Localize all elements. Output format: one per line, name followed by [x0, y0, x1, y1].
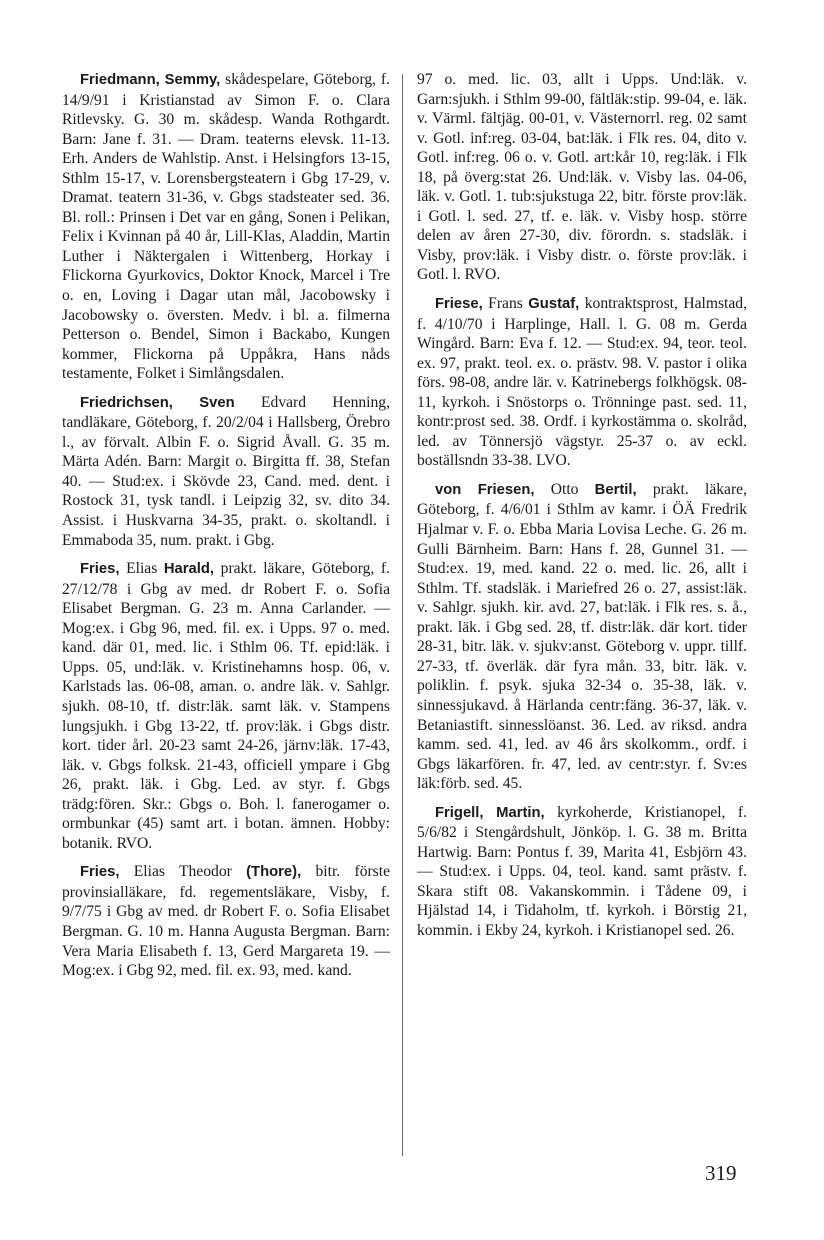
entry-body: tandläkare, Göteborg, f. 20/2/04 i Hallsberg, Örebro l., av förvalt. Albin F. o. Sigrid Åvall. G. 35 m. Märta Adén. Barn: Margit o. Birgitta ff. 38, Stefan 40. — Stud:ex. i Skövde 23, Cand. med. dent. i Rostock 31, tysk tandl. i Leipzig 32, sv. dito 34. Assist. i Huskvarna 34-35, prakt. o. skoltandl. i Emmaboda 35, num. prakt. i Gbg.: [62, 414, 390, 549]
biography-entry: [62, 393, 390, 550]
biography-entry: [417, 480, 747, 794]
entry-given-names: Elias Theodor: [119, 863, 247, 881]
entry-body: prakt. läkare, Göteborg, f. 4/6/01 i Sthlm av kamr. i ÖÄ Fredrik Hjalmar v. F. o. Ebba Maria Lovisa Leche. G. 26 m. Gulli Bärnheim. Barn: Hans f. 28, Gunnel 31. — Stud:ex. 19, med. kand. 22 o. med. lic. 26, allt i Sthlm. Tf. stadsläk. i Mariefred 26 o. 27, assist:läk. v. Sahlgr. sjukh. kir. avd. 27, bat:läk. i Flk res. s. å., prakt. läk. i Gbg sed. 28, tf. distr:läk. där kort. tider 28-31, bitr. läk. v. sjukv:anst. Göteborg v. uppr. tillf. 27-33, tf. överläk. där fyra mån. 33, bitr. läk. v. poliklin. f. psyk. sjuka 32-34 o. 35-38, läk. v. sinnessjukavd. å Härlanda centr:fäng. 36-37, läk. v. Betaniastift. sinnesslöanst. 36. Led. av riksd. andra kamm. sed. 41, led. av 46 års skolkomm., ordf. i Gbgs läkarfören. fr. 47, led. av centr:styr. f. Sv:es läk:förb. sed. 45.: [417, 480, 747, 793]
entry-call-name: Harald,: [163, 561, 215, 578]
entry-surname: Fries,: [80, 864, 120, 881]
page-number: 319: [705, 1161, 737, 1185]
entry-surname: von Friesen,: [435, 481, 535, 498]
entry-surname: Frigell, Martin,: [435, 804, 545, 821]
biography-entry: [62, 70, 390, 384]
entry-surname: Fries,: [80, 561, 120, 578]
entry-call-name: Sven: [199, 394, 235, 411]
entry-given-names: Otto: [534, 480, 595, 498]
entry-body: bitr. förste provinsialläkare, fd. regementsläkare, Visby, f. 9/7/75 i Gbg av med. dr Robert F. o. Sofia Elisabet Bergman. G. 10 m. Hanna Augusta Bergman. Barn: Vera Maria Elisabeth f. 13, Gerd Margareta 19. — Mog:ex. i Gbg 92, med. fil. ex. 93, med. kand.: [62, 863, 391, 980]
entry-surname: Friedrichsen,: [80, 394, 173, 411]
left-column: [62, 70, 390, 990]
biography-entry: [62, 559, 390, 853]
entry-given-names: Edvard Henning,: [234, 393, 390, 411]
entry-call-name: Bertil,: [594, 481, 637, 498]
entry-call-name: Semmy,: [164, 72, 221, 88]
right-column: [417, 70, 747, 950]
entry-body: kontraktsprost, Halmstad, f. 4/10/70 i Harplinge, Hall. l. G. 08 m. Gerda Wingård. Barn: Eva f. 12. — Stud:ex. 94, teor. teol. ex. 97, prakt. teol. ex. o. prästv. 98. V. pastor i olika förs. 98-08, andre lär. v. Katrinebergs folkhögsk. 08-11, kyrkoh. i Snöstorps o. Trönninge past. sed. 11, kontr:prost sed. 38. Ordf. i kyrkostämma o. skolråd, led. av Tönnersjö vägstyr. 25-37 o. av eckl. boställsndn 33-38. LVO.: [417, 295, 747, 470]
biography-entry: [417, 803, 747, 941]
column-divider: [402, 74, 403, 1156]
entry-continuation: 97 o. med. lic. 03, allt i Upps. Und:läk. v. Garn:sjukh. i Sthlm 99-00, fältläk:stip. 99-04, e. läk. v. Värml. fältjäg. 00-01, v. Västernorrl. reg. 02 samt v. Gotl. inf:reg. 03-04, bat:läk. i Flk res. 04, dito v. Gotl. inf:reg. 06 o. v. Gotl. art:kår 10, reg:läk. i Flk 18, på överg:stat 26. Und:läk. v. Visby las. 04-06, läk. v. Gotl. 1. tub:sjukstuga 22, bitr. förste prov:läk. i Gotl. l. sed. 27, tf. e. läk. v. Visby hosp. större delen av åren 27-30, div. förordn. s. stadsläk. i Visby, prov:läk. i Visby distr. o. förste prov:läk. i Gotl. l. RVO.: [417, 71, 747, 284]
entry-surname: Friese,: [435, 296, 483, 313]
entry-given-names: [173, 394, 199, 411]
entry-call-name: (Thore),: [246, 864, 302, 881]
entry-body: prakt. läkare, Göteborg, f. 27/12/78 i Gbg av med. dr Robert F. o. Sofia Elisabet Bergman. G. 23 m. Anna Carlander. — Mog:ex. i Gbg 96, med. fil. ex. i Upps. 97 o. med. kand. där 01, med. lic. i Sthlm 06. Tf. epid:läk. i Upps. 05, und:läk. v. Kristinehamns hosp. 06, v. Karlstads las. 06-08, aman. o. andre läk. v. Sahlgr. sjukh. 08-10, tf. distr:läk. samt läk. v. Stampens lungsjukh. i Gbg 13-22, tf. prov:läk. i Gbgs distr. kort. tider årl. 20-23 samt 24-26, järnv:läk. 17-43, läk. v. Gbgs folksk. 21-43, officiell ympare i Gbg 26, prakt. läk. i Gbg. Led. av styr. f. Gbgs trädg:fören. Skr.: Gbgs o. Boh. l. fanerogamer o. ormbunkar (45) samt art. i botan. ämnen. Hobby: botanik. RVO.: [62, 560, 390, 852]
entry-given-names: Frans: [482, 295, 529, 313]
biography-entry: [417, 294, 747, 471]
entry-body: skådespelare, Göteborg, f. 14/9/91 i Kristianstad av Simon F. o. Clara Ritlevsky. G. 30 m. skådesp. Wanda Rothgardt. Barn: Jane f. 31. — Dram. teaterns elevsk. 11-13. Erh. Anders de Wahlstip. Anst. i Helsingfors 13-15, Sthlm 15-17, v. Lorensbergsteatern i Gbg 17-29, v. Dramat. teatern 31-36, v. Gbgs stadsteater sed. 36. Bl. roll.: Prinsen i Det var en gång, Sonen i Pelikan, Felix i Kvinnan på 40 år, Lill-Klas, Aladdin, Martin Luther i Näktergalen i Wittenberg, Horkay i Flickorna Gyurkovics, Doktor Knock, Marcel i Tre o. en, Loving i Dagar utan mål, Jacobowsky i Jacobowsky o. översten. Medv. i bl. a. filmerna Petterson o. Bendel, Simon i Backabo, Kungen kommer, Flickorna på Uppåkra, Hans nåds testamente, Folket i Simlångsdalen.: [62, 71, 390, 383]
entry-call-name: Gustaf,: [528, 296, 580, 313]
entry-surname: Friedmann,: [80, 72, 160, 88]
entry-body: kyrkoherde, Kristianopel, f. 5/6/82 i Stengårdshult, Jönköp. l. G. 38 m. Britta Hartwig. Barn: Pontus f. 39, Marita 41, Esbjörn 43. — Stud:ex. i Upps. 04, teol. kand. samt prästv. f. Skara stift 08. Vakanskommin. i Tådene 09, i Hjälstad 14, i Tidaholm, tf. kyrkoh. i Börstig 21, kommin. i Ekby 24, kyrkoh. i Kristianopel sed. 26.: [417, 803, 747, 939]
entry-given-names: Elias: [119, 560, 164, 578]
biography-entry: [62, 862, 390, 980]
